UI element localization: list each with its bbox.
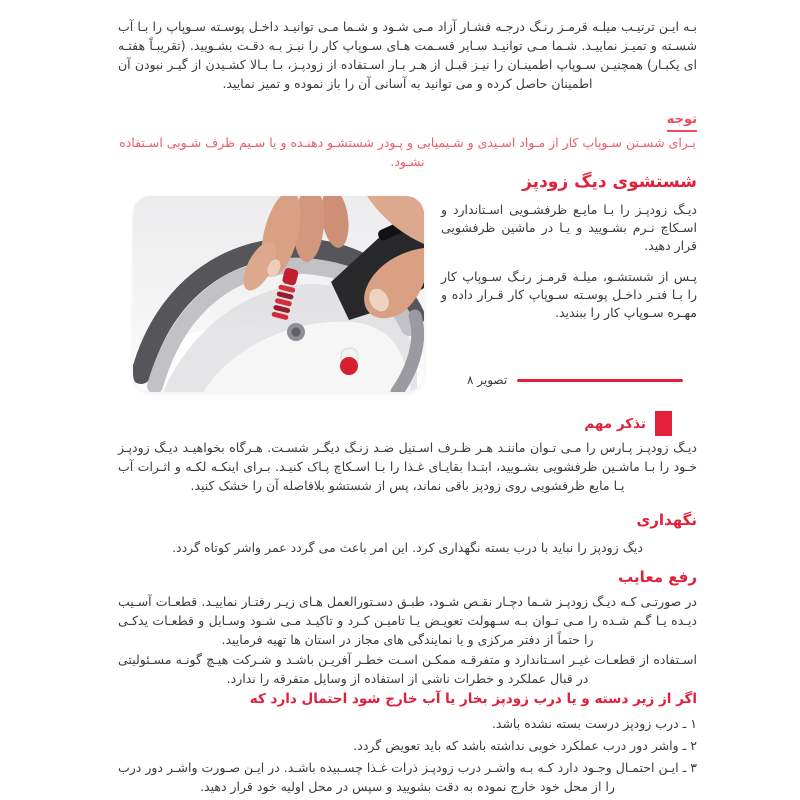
red-square-marker — [655, 411, 672, 436]
figure-rule — [517, 379, 683, 382]
product-photo — [133, 196, 424, 392]
notice-body: بـرای شسـتن سـوپاپ کار از مـواد اسـیدی و شـیمیایی و پـودر شستشـو دهنـده و یا سـیم ظرف شـویی اسـتفاده نشـود. — [119, 135, 696, 169]
important-note-title: تذکر مهم — [584, 415, 646, 432]
washing-paragraph-1: دیـگ زودپـز را بـا مایـع ظرفشـویی اسـتاندارد و اسـکاچ نـرم بشـویید و یـا در ماشین ظرفشویی قرار دهید. — [441, 202, 697, 253]
washing-paragraph-2: پـس از شستشـو، میلـه قرمـز رنـگ سـوپاپ کار را بـا فنـر داخـل پوسـته سـوپاپ کار قـرار داده و مهـره سـوپاپ کار را ببندید. — [441, 269, 697, 320]
notice-section-header — [667, 108, 697, 132]
red-button — [340, 357, 358, 375]
maintenance-body: دیگ زودپز را نباید با درب بسته نگهداری کرد. این امر باعث می گردد عمر واشر کوتاه گردد. — [172, 540, 643, 555]
important-note-header — [584, 411, 672, 436]
washing-section-title: شستشوی دیگ زودپز — [522, 172, 697, 192]
washing-side-column — [441, 201, 697, 322]
important-note-body: دیـگ زودپـز پـارس را مـی تـوان ماننـد هـر ظـرف اسـتیل ضـد زنـگ دیگـر شسـت. هـرگاه بخواهیـد دیـگ زودپـز خـود را بـا ماشـین ظرفشویی بشـویید، ابتـدا بقایـای غـذا را بـا اسـکاچ پـاک کنیـد. بـرای اینکـه لکـه و اثـرات آب یـا مایع ظرفشویی روی زودپز باقی نماند، پس از شستشو بلافاصله آن را خشک کنید. — [118, 440, 697, 493]
leak-item-2: ۲ ـ واشر دور درب عملکرد خوبی نداشته باشد که باید تعویض گردد. — [353, 738, 697, 753]
maintenance-title: نگهداری — [636, 511, 697, 529]
figure-caption-row — [467, 372, 683, 388]
notice-title: توجه — [667, 112, 697, 132]
leak-item-1: ۱ ـ درب زودپز درست بسته نشده باشد. — [491, 716, 697, 731]
troubleshooting-title: رفع معایب — [618, 568, 697, 586]
figure-caption: تصویر ۸ — [467, 373, 508, 387]
troubleshooting-paragraph-2: اسـتفاده از قطعـات غیـر اسـتاندارد و متفرقـه ممکـن اسـت خطـر آفریـن باشـد و شـرکت هیـچ گونـه مسـئولیتی در قبال عملکرد و خطرات ناشی از استفاده از وسایل متفرقه را ندارد. — [118, 652, 697, 686]
pressure-cooker-lid-illustration — [133, 196, 424, 392]
leak-item-3: ۳ ـ ایـن احتمـال وجـود دارد کـه بـه واشـر درب زودپـز ذرات غـذا چسـبیده باشـد. در ایـن صـورت واشـر دور درب را از محل خود خارج نموده به دقت بشویید و سپس در محل اولیه خود قرار دهید. — [118, 760, 697, 794]
intro-paragraph: بـه ایـن ترتیـب میلـه قرمـز رنـگ درجـه فشـار آزاد مـی شـود و شـما مـی توانیـد داخـل پوسـته سـوپاپ را بـا آب شسـته و تمیـز نماییـد. شـما مـی توانیـد سـایر قسـمت هـای سـوپاپ کار را نیـز بـه دقـت بشـویید. (تقریبـاً هفتـه ای یکبـار) همچنیـن سـوپاپ اطمینـان را نیـز قبـل از هـر بـار اسـتفاده از زودپـز، بـا بـالا کشـیدن از گیـر نبودن آن اطمینان حاصل کرده و می توانید به آسانی آن را باز نموده و تمیز نمایید. — [118, 19, 697, 91]
troubleshooting-paragraph-1: در صورتـی کـه دیـگ زودپـز شـما دچـار نقـص شـود، طبـق دسـتورالعمل هـای زیـر رفتـار نماییـد. قطعـات آسـیب دیـده یـا گـم شـده را مـی تـوان بـه سـهولت تعویـض یـا تامیـن کـرد و تاکیـد مـی شـود وسـایل و قطعـات یدکـی را حتماً از دفتر مرکزی و یا نمایندگی های مجاز در استان ها تهیه فرمایید. — [118, 594, 697, 647]
leak-subheading: اگر از زیر دسته و یا درب زودپز بخار یا آب خارج شود احتمال دارد که — [249, 691, 697, 707]
